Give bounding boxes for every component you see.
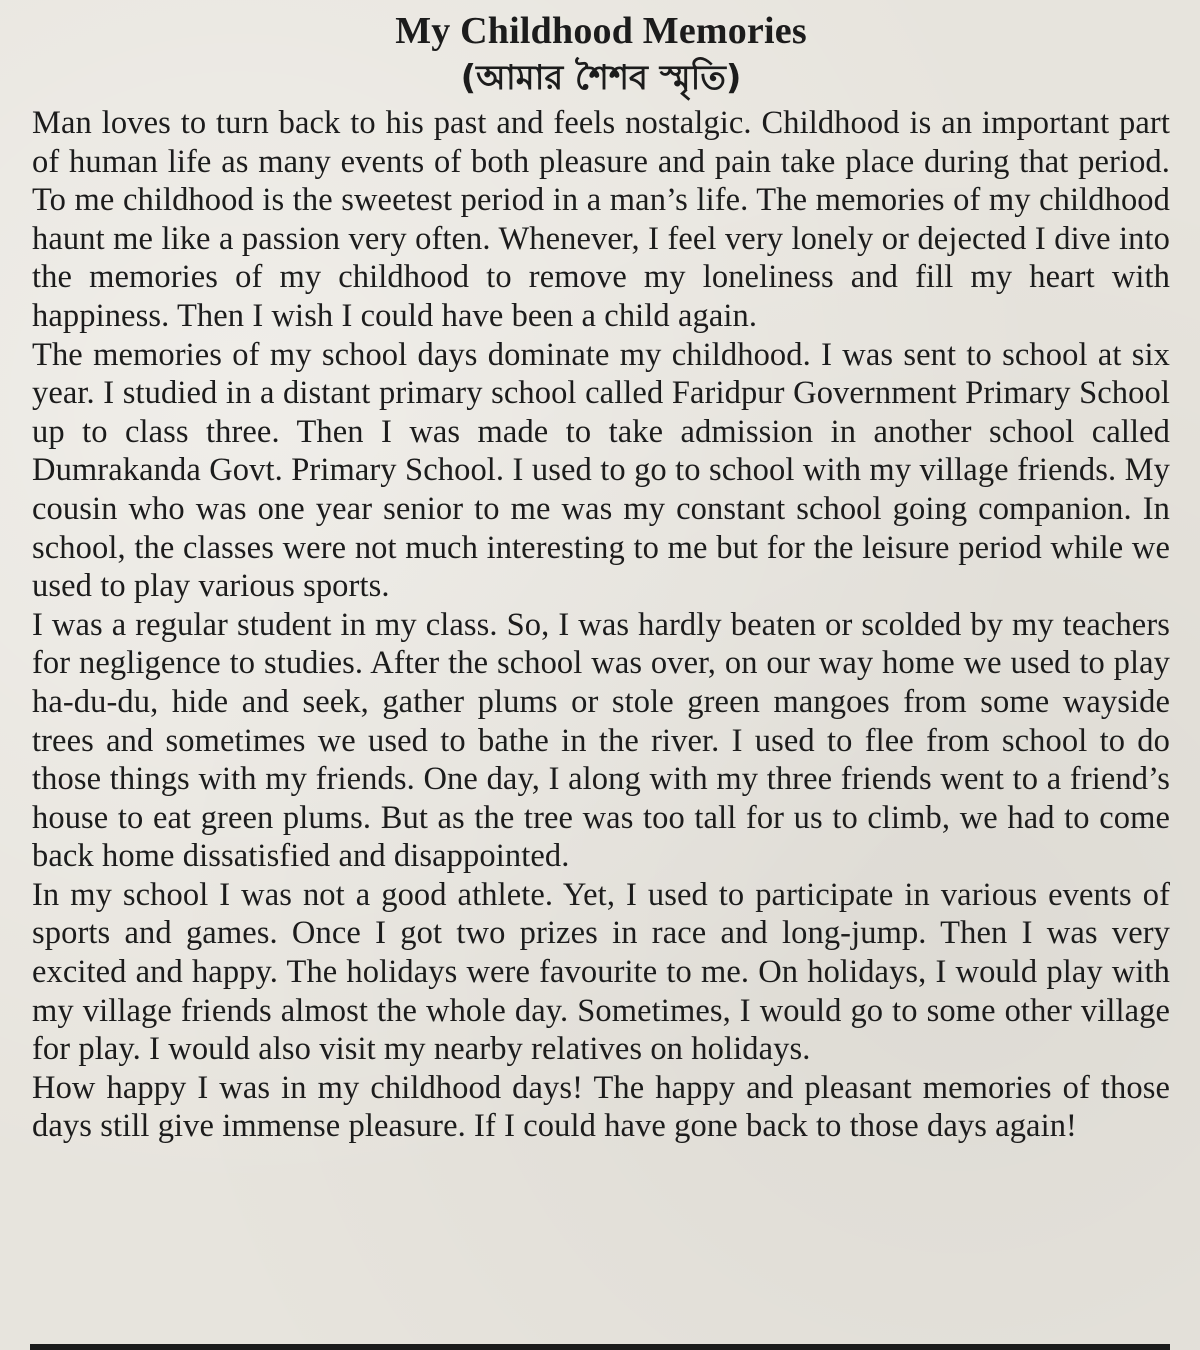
paragraph: How happy I was in my childhood days! The happy and pleasant memories of those days still give immense pleasure. If I could have gone back to those days again!	[32, 1069, 1170, 1145]
paragraph: In my school I was not a good athlete. Yet, I used to participate in various events of sports and games. Once I got two prizes in race and long-jump. Then I was very excited and happy. The holidays were favourite to me. On holidays, I would play with my village friends almost the whole day. Sometimes, I would go to some other village for play. I would also visit my nearby relatives on holidays.	[32, 876, 1170, 1068]
paragraph: Man loves to turn back to his past and feels nostalgic. Childhood is an important part of human life as many events of both pleasure and pain take place during that period. To me childhood is the sweetest period in a man’s life. The memories of my childhood haunt me like a passion very often. Whenever, I feel very lonely or dejected I dive into the memories of my childhood to remove my loneliness and fill my heart with happiness. Then I wish I could have been a child again.	[32, 105, 1170, 334]
paragraph: I was a regular student in my class. So, I was hardly beaten or scolded by my teachers for negligence to studies. After the school was over, on our way home we used to play ha-du-du, hide and seek, gather plums or stole green mangoes from some wayside trees and sometimes we used to bathe in the river. I used to flee from school to do those things with my friends. One day, I along with my three friends went to a friend’s house to eat green plums. But as the tree was too tall for us to climb, we had to come back home dissatisfied and disappointed.	[32, 606, 1170, 875]
article-title: My Childhood Memories	[395, 10, 807, 52]
article-subtitle: (আমার শৈশব স্মৃতি)	[460, 58, 742, 98]
article-body	[32, 104, 1170, 1146]
bottom-rule	[30, 1344, 1170, 1350]
paragraph: The memories of my school days dominate my childhood. I was sent to school at six year. I studied in a distant primary school called Faridpur Government Primary School up to class three. Then I was made to take admission in another school called Dumrakanda Govt. Primary School. I used to go to school with my village friends. My cousin who was one year senior to me was my constant school going companion. In school, the classes were not much interesting to me but for the leisure period while we used to play various sports.	[32, 336, 1170, 605]
